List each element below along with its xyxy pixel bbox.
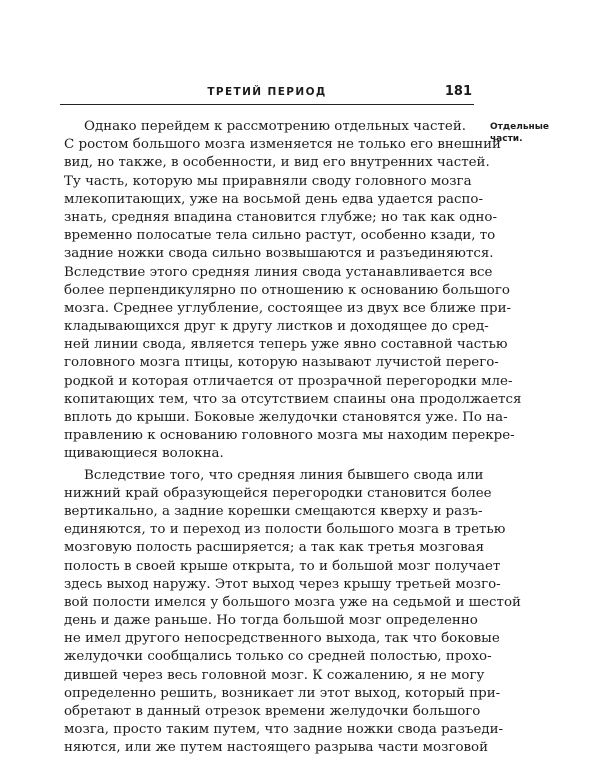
text-line: определенно решить, возникает ли этот выход, который при- <box>64 685 501 701</box>
text-line: няются, или же путем настоящего разрыва части мозговой <box>64 740 489 756</box>
text-line: обретают в данный отрезок времени желудочки большого <box>64 704 481 719</box>
text-line: вертикально, а задние корешки смещаются кверху и разъ- <box>64 503 483 519</box>
text-line: вид, но также, в особенности, и вид его внутренних частей. <box>64 155 490 171</box>
text-line: Однако перейдем к рассмотрению отдельных частей. <box>84 119 466 134</box>
text-line: С ростом большого мозга изменяется не только его внешний <box>64 137 501 153</box>
text-line: Ту часть, которую мы приравняли своду головного мозга <box>64 173 472 189</box>
header-rule <box>60 104 474 105</box>
text-line: родкой и которая отличается от прозрачной перегородки мле- <box>64 373 513 389</box>
text-line: ней линии свода, является теперь уже явно составной частью <box>64 337 508 353</box>
text-line: вплоть до крыши. Боковые желудочки становятся уже. По на- <box>64 410 508 425</box>
text-line: правлению к основанию головного мозга мы находим перекре- <box>64 428 515 444</box>
text-line: кладывающихся друг к другу листков и доходящее до сред- <box>64 319 489 335</box>
text-line: копитающих тем, что за отсутствием спаины она продолжается <box>64 391 522 407</box>
text-line: день и даже раньше. Но тогда большой мозг определенно <box>64 613 478 629</box>
page-number: 181 <box>444 84 472 99</box>
text-line: желудочки сообщались только со средней полостью, прохо- <box>64 649 492 665</box>
page-header <box>60 86 474 104</box>
text-line: мозга, просто таким путем, что задние ножки свода разъеди- <box>64 722 504 738</box>
text-line: дившей через весь головной мозг. К сожалению, я не могу <box>64 667 485 683</box>
text-line: временно полосатые тела сильно растут, особенно кзади, то <box>64 228 496 244</box>
running-title: ТРЕТИЙ ПЕРИОД <box>207 86 327 98</box>
text-line: вой полости имелся у большого мозга уже на седьмой и шестой <box>64 594 521 610</box>
text-line: здесь выход наружу. Этот выход через крышу третьей мозго- <box>64 576 501 592</box>
text-line: Вследствие этого средняя линия свода устанавливается все <box>64 264 493 280</box>
text-line: щивающиеся волокна. <box>64 446 224 462</box>
text-line: более перпендикулярно по отношению к основанию большого <box>64 282 510 298</box>
text-line: мозговую полость расширяется; а так как третья мозговая <box>64 540 485 556</box>
text-line: головного мозга птицы, которую называют лучистой перего- <box>64 355 499 371</box>
margin-note <box>490 121 580 145</box>
text-line: Вследствие того, что средняя линия бывшего свода или <box>84 467 484 483</box>
text-line: задние ножки свода сильно возвышаются и разъединяются. <box>64 246 494 262</box>
text-line: нижний край образующейся перегородки становится более <box>64 485 492 501</box>
text-line: мозга. Среднее углубление, состоящее из двух все ближе при- <box>64 300 512 316</box>
text-line: полость в своей крыше открыта, то и большой мозг получает <box>64 558 501 574</box>
margin-note-line: части. <box>490 134 523 144</box>
text-line: единяются, то и переход из полости большого мозга в третью <box>64 522 506 538</box>
text-line: млекопитающих, уже на восьмой день едва удается распо- <box>64 191 484 207</box>
text-line: знать, средняя впадина становится глубже; но так как одно- <box>64 209 498 225</box>
text-line: не имел другого непосредственного выхода, так что боковые <box>64 631 500 647</box>
paragraph-2 <box>64 467 521 758</box>
margin-note-line: Отдельные <box>490 122 549 132</box>
